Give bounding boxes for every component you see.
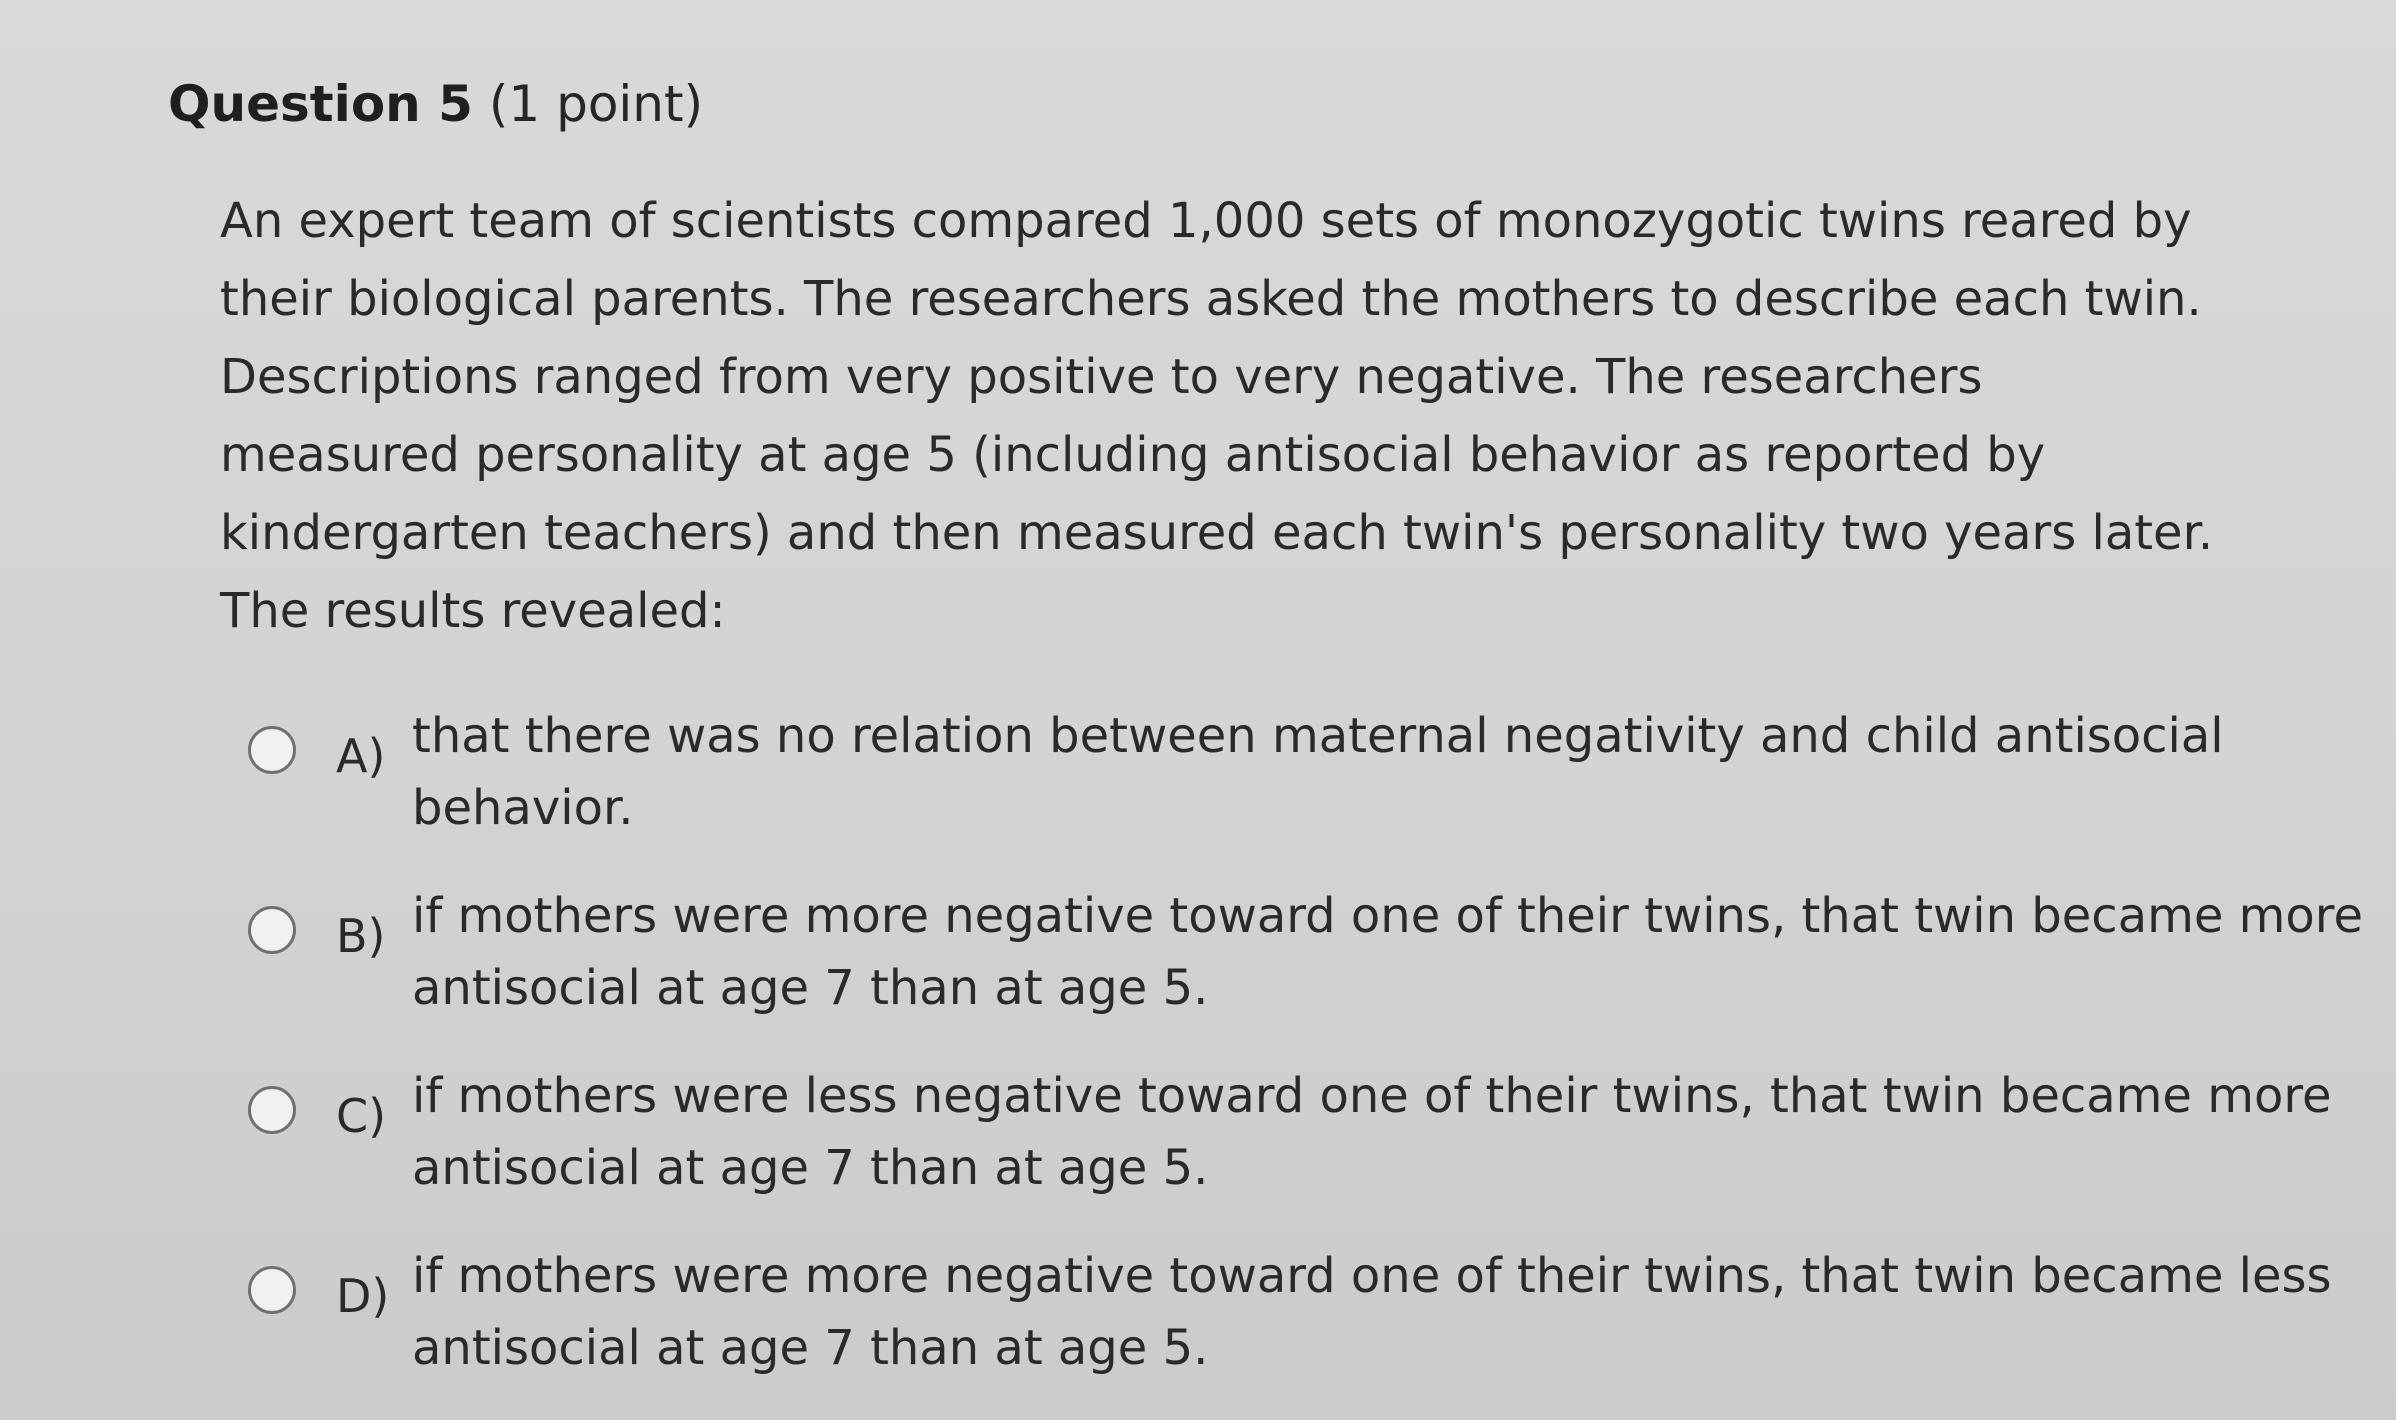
option-text-b[interactable]: if mothers were more negative toward one of their twins, that twin became more antisocial at age 7 than at age 5. xyxy=(412,888,2363,1016)
option-text-a[interactable]: that there was no relation between maternal negativity and child antisocial behavior. xyxy=(412,708,2224,836)
option-a[interactable] xyxy=(240,700,2240,880)
question-text: An expert team of scientists compared 1,000 sets of monozygotic twins reared by their biological parents. The researchers asked the mothers to describe each twin. Descriptions ranged from very positive to very negative. The researchers measured personality at age 5 (including antisocial behavior as reported by kindergarten teachers) and then measured each twin's personality two years later. The results revealed: xyxy=(220,193,2214,639)
question-header xyxy=(168,72,703,136)
radio-button-c[interactable] xyxy=(248,1086,296,1134)
radio-button-b[interactable] xyxy=(248,906,296,954)
question-title: Question 5 xyxy=(168,75,473,133)
option-c[interactable] xyxy=(240,1060,2332,1240)
option-text-c[interactable]: if mothers were less negative toward one of their twins, that twin became more antisocial at age 7 than at age 5. xyxy=(412,1068,2332,1196)
option-letter-b: B) xyxy=(336,909,386,963)
answer-options xyxy=(240,700,2363,1420)
option-letter-a: A) xyxy=(336,729,386,783)
option-b[interactable] xyxy=(240,880,2363,1060)
question-points: (1 point) xyxy=(488,75,704,133)
option-text-d[interactable]: if mothers were more negative toward one of their twins, that twin became less antisocial at age 7 than at age 5. xyxy=(412,1248,2332,1376)
radio-button-d[interactable] xyxy=(248,1266,296,1314)
radio-button-a[interactable] xyxy=(248,726,296,774)
option-d[interactable] xyxy=(240,1240,2332,1420)
option-letter-c: C) xyxy=(336,1089,387,1143)
option-letter-d: D) xyxy=(336,1269,390,1323)
